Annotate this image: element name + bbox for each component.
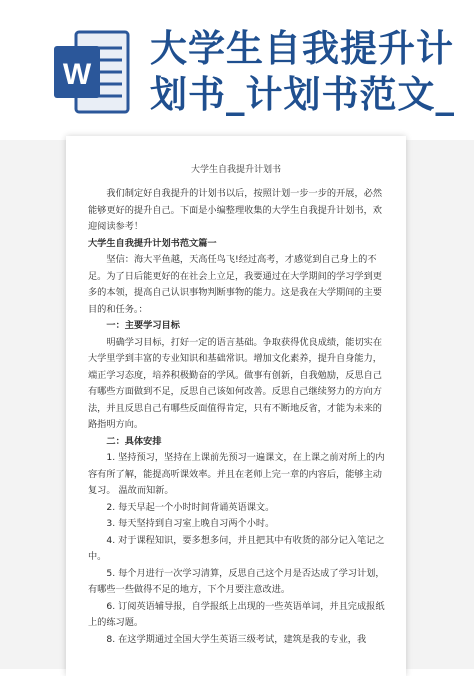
paragraph: 坚信：海大平鱼越，天高任鸟飞!经过高考，才感觉到自己身上的不足。为了日后能更好的在社会上立足，我要通过在大学期间的学习学到更多的本领，提高自己认识事物判断事物的能力。这是我在大学期间的主要目的和任务。：	[88, 254, 382, 315]
list-item: 6. 订阅英语辅导报，自学报纸上出现的一些英语单词，并且完成报纸上的练习题。	[88, 600, 385, 628]
section-heading: 一：主要学习目标	[106, 320, 180, 331]
list-item: 3. 每天坚持到自习室上晚自习两个小时。	[106, 518, 275, 529]
list-item: 5. 每个月进行一次学习清算，反思自己这个月是否达成了学习计划，有哪些一些做得不足的地方，下个月要注意改进。	[88, 567, 385, 595]
header-banner	[0, 0, 474, 140]
list-item: 4. 对于课程知识，要多想多问，并且把其中有收货的部分记入笔记之中。	[88, 534, 385, 562]
paragraph: 明确学习目标，打好一定的语言基础。争取获得优良成绩，能切实在大学里学到丰富的专业知识和基础常识。增加文化素养，提升自身能力，端正学习态度，培养积极勤奋的学风。做事有创新，自我勉励，反思自己有哪些方面做到不足，反思自己该如何改善。反思自己继续努力的方向方法，并且反思自己有哪些反面值得肯定，只有不断地反省，才能为未来的路指明方向。	[88, 336, 383, 430]
section-heading: 二：具体安排	[106, 435, 162, 447]
word-icon	[52, 26, 132, 118]
section-heading: 大学生自我提升计划书范文篇一	[88, 237, 217, 249]
document-body	[88, 186, 388, 648]
page-title: 大学生自我提升计划书_计划书范文_	[150, 27, 455, 116]
document-page	[66, 136, 406, 676]
paragraph: 我们制定好自我提升的计划书以后，按照计划一步一步的开展，必然能够更好的提升自己。下面是小编整理收集的大学生自我提升计划书，欢迎阅读参考！	[88, 188, 383, 232]
svg-text:W: W	[62, 58, 92, 91]
list-item: 1. 坚持预习，坚持在上课前先预习一遍课文，在上课之前对所上的内容有所了解，能提高听课效率。并且在老师上完一章的内容后，能够主动复习。 温故而知新。	[88, 452, 385, 496]
list-item: 2. 每天早起一个小时时间背诵英语课文。	[106, 501, 275, 513]
document-title: 大学生自我提升计划书	[190, 165, 281, 175]
list-item: 8. 在这学期通过全国大学生英语三级考试，建筑是我的专业，我	[106, 633, 367, 645]
